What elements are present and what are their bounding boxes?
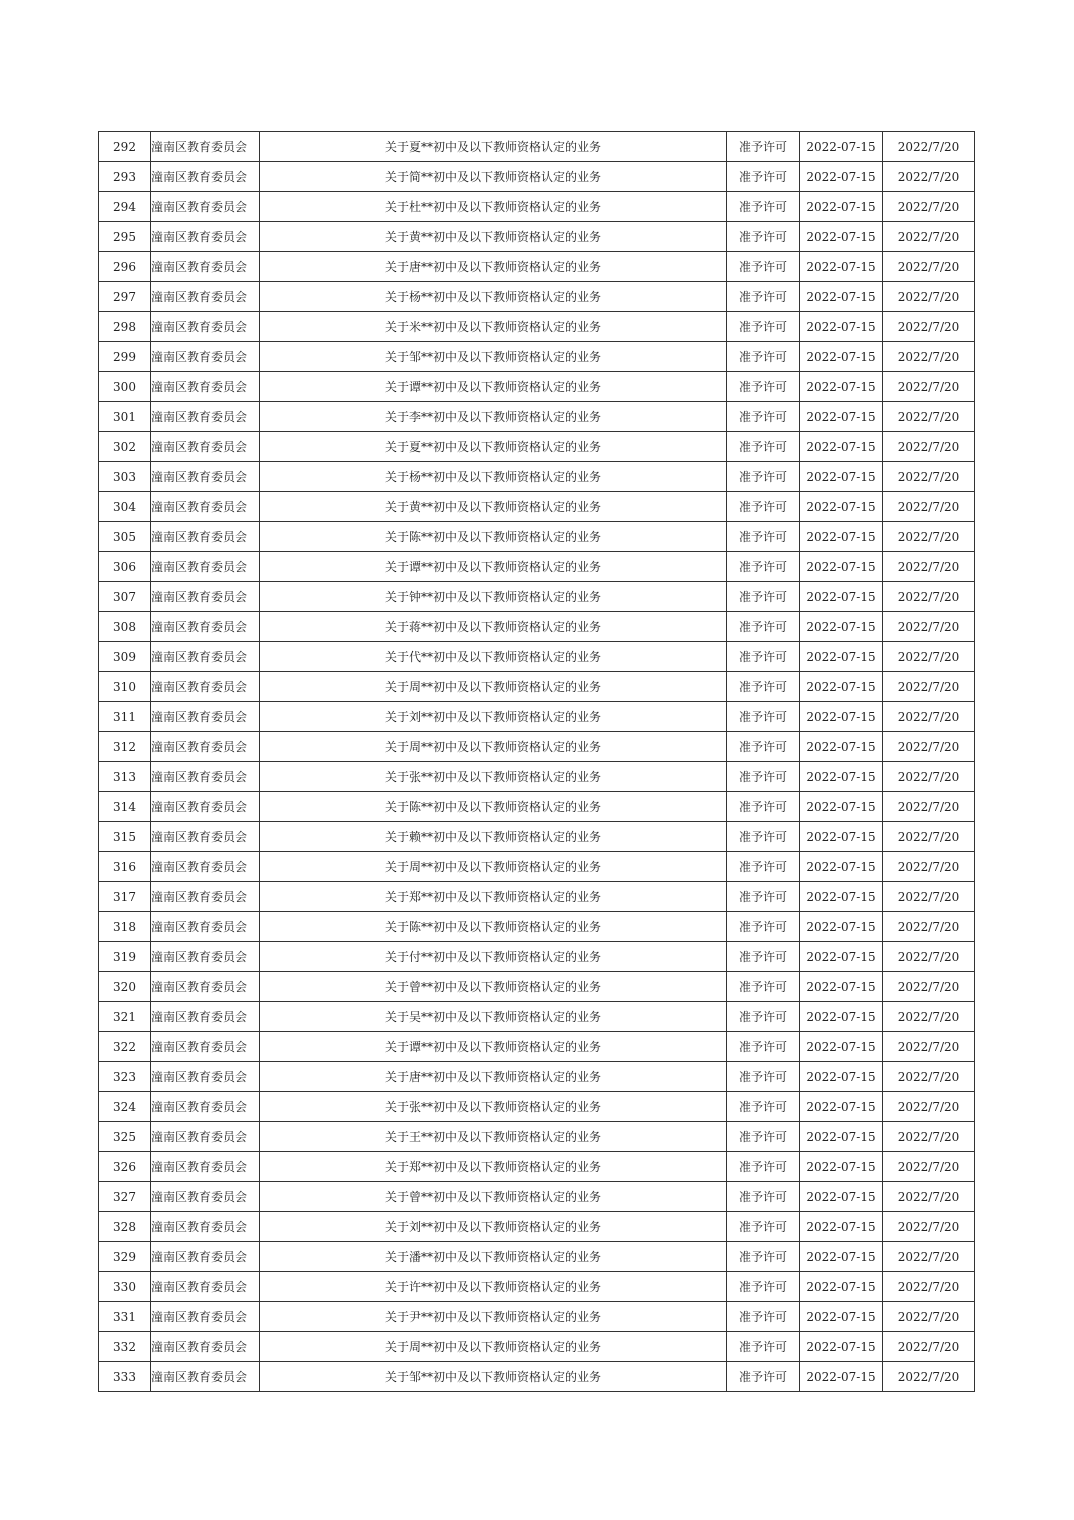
row-result: 准予许可 bbox=[727, 1272, 800, 1302]
row-decision-date: 2022-07-15 bbox=[800, 162, 883, 192]
row-organization: 潼南区教育委员会 bbox=[151, 672, 260, 702]
row-number: 330 bbox=[99, 1272, 151, 1302]
row-result: 准予许可 bbox=[727, 1182, 800, 1212]
row-publish-date: 2022/7/20 bbox=[883, 642, 975, 672]
row-result: 准予许可 bbox=[727, 222, 800, 252]
row-organization: 潼南区教育委员会 bbox=[151, 342, 260, 372]
row-title: 关于尹**初中及以下教师资格认定的业务 bbox=[260, 1302, 727, 1332]
table-row bbox=[99, 702, 975, 732]
row-publish-date: 2022/7/20 bbox=[883, 912, 975, 942]
row-publish-date: 2022/7/20 bbox=[883, 942, 975, 972]
table-row bbox=[99, 582, 975, 612]
row-decision-date: 2022-07-15 bbox=[800, 1242, 883, 1272]
row-title: 关于陈**初中及以下教师资格认定的业务 bbox=[260, 522, 727, 552]
table-row bbox=[99, 372, 975, 402]
row-decision-date: 2022-07-15 bbox=[800, 762, 883, 792]
row-number: 322 bbox=[99, 1032, 151, 1062]
table-row bbox=[99, 852, 975, 882]
row-result: 准予许可 bbox=[727, 162, 800, 192]
row-title: 关于谭**初中及以下教师资格认定的业务 bbox=[260, 372, 727, 402]
row-decision-date: 2022-07-15 bbox=[800, 1002, 883, 1032]
table-row bbox=[99, 1212, 975, 1242]
row-organization: 潼南区教育委员会 bbox=[151, 1332, 260, 1362]
row-result: 准予许可 bbox=[727, 1362, 800, 1392]
row-number: 298 bbox=[99, 312, 151, 342]
row-title: 关于郑**初中及以下教师资格认定的业务 bbox=[260, 1152, 727, 1182]
row-title: 关于邹**初中及以下教师资格认定的业务 bbox=[260, 1362, 727, 1392]
row-organization: 潼南区教育委员会 bbox=[151, 432, 260, 462]
row-number: 317 bbox=[99, 882, 151, 912]
row-result: 准予许可 bbox=[727, 1092, 800, 1122]
row-number: 333 bbox=[99, 1362, 151, 1392]
row-publish-date: 2022/7/20 bbox=[883, 1302, 975, 1332]
row-decision-date: 2022-07-15 bbox=[800, 222, 883, 252]
row-organization: 潼南区教育委员会 bbox=[151, 612, 260, 642]
row-result: 准予许可 bbox=[727, 582, 800, 612]
row-number: 305 bbox=[99, 522, 151, 552]
table-row bbox=[99, 462, 975, 492]
table-row bbox=[99, 522, 975, 552]
row-title: 关于付**初中及以下教师资格认定的业务 bbox=[260, 942, 727, 972]
row-title: 关于周**初中及以下教师资格认定的业务 bbox=[260, 672, 727, 702]
table-row bbox=[99, 252, 975, 282]
row-publish-date: 2022/7/20 bbox=[883, 432, 975, 462]
row-title: 关于李**初中及以下教师资格认定的业务 bbox=[260, 402, 727, 432]
row-result: 准予许可 bbox=[727, 372, 800, 402]
row-publish-date: 2022/7/20 bbox=[883, 522, 975, 552]
row-publish-date: 2022/7/20 bbox=[883, 342, 975, 372]
table-row bbox=[99, 1242, 975, 1272]
row-title: 关于吴**初中及以下教师资格认定的业务 bbox=[260, 1002, 727, 1032]
table-row bbox=[99, 402, 975, 432]
row-decision-date: 2022-07-15 bbox=[800, 312, 883, 342]
row-decision-date: 2022-07-15 bbox=[800, 852, 883, 882]
row-title: 关于周**初中及以下教师资格认定的业务 bbox=[260, 852, 727, 882]
row-organization: 潼南区教育委员会 bbox=[151, 312, 260, 342]
row-publish-date: 2022/7/20 bbox=[883, 192, 975, 222]
row-number: 329 bbox=[99, 1242, 151, 1272]
row-result: 准予许可 bbox=[727, 402, 800, 432]
row-title: 关于邹**初中及以下教师资格认定的业务 bbox=[260, 342, 727, 372]
row-number: 306 bbox=[99, 552, 151, 582]
row-result: 准予许可 bbox=[727, 1212, 800, 1242]
row-result: 准予许可 bbox=[727, 1152, 800, 1182]
row-title: 关于唐**初中及以下教师资格认定的业务 bbox=[260, 252, 727, 282]
row-number: 325 bbox=[99, 1122, 151, 1152]
row-result: 准予许可 bbox=[727, 972, 800, 1002]
row-result: 准予许可 bbox=[727, 702, 800, 732]
row-decision-date: 2022-07-15 bbox=[800, 912, 883, 942]
row-organization: 潼南区教育委员会 bbox=[151, 522, 260, 552]
row-number: 319 bbox=[99, 942, 151, 972]
row-publish-date: 2022/7/20 bbox=[883, 1332, 975, 1362]
row-number: 315 bbox=[99, 822, 151, 852]
row-organization: 潼南区教育委员会 bbox=[151, 882, 260, 912]
row-title: 关于杨**初中及以下教师资格认定的业务 bbox=[260, 282, 727, 312]
table-row bbox=[99, 132, 975, 162]
row-publish-date: 2022/7/20 bbox=[883, 312, 975, 342]
row-number: 313 bbox=[99, 762, 151, 792]
row-result: 准予许可 bbox=[727, 432, 800, 462]
row-organization: 潼南区教育委员会 bbox=[151, 1122, 260, 1152]
table-row bbox=[99, 612, 975, 642]
row-organization: 潼南区教育委员会 bbox=[151, 1062, 260, 1092]
table-row bbox=[99, 972, 975, 1002]
row-result: 准予许可 bbox=[727, 762, 800, 792]
table-row bbox=[99, 1122, 975, 1152]
records-table bbox=[98, 131, 975, 1392]
row-organization: 潼南区教育委员会 bbox=[151, 792, 260, 822]
row-decision-date: 2022-07-15 bbox=[800, 132, 883, 162]
row-title: 关于夏**初中及以下教师资格认定的业务 bbox=[260, 432, 727, 462]
row-decision-date: 2022-07-15 bbox=[800, 642, 883, 672]
table-row bbox=[99, 492, 975, 522]
row-organization: 潼南区教育委员会 bbox=[151, 732, 260, 762]
row-result: 准予许可 bbox=[727, 852, 800, 882]
row-decision-date: 2022-07-15 bbox=[800, 942, 883, 972]
row-title: 关于唐**初中及以下教师资格认定的业务 bbox=[260, 1062, 727, 1092]
row-publish-date: 2022/7/20 bbox=[883, 672, 975, 702]
row-title: 关于王**初中及以下教师资格认定的业务 bbox=[260, 1122, 727, 1152]
row-publish-date: 2022/7/20 bbox=[883, 882, 975, 912]
table-row bbox=[99, 1362, 975, 1392]
row-organization: 潼南区教育委员会 bbox=[151, 252, 260, 282]
row-number: 308 bbox=[99, 612, 151, 642]
row-publish-date: 2022/7/20 bbox=[883, 252, 975, 282]
row-number: 309 bbox=[99, 642, 151, 672]
row-result: 准予许可 bbox=[727, 552, 800, 582]
row-publish-date: 2022/7/20 bbox=[883, 372, 975, 402]
row-organization: 潼南区教育委员会 bbox=[151, 462, 260, 492]
table-row bbox=[99, 552, 975, 582]
row-title: 关于代**初中及以下教师资格认定的业务 bbox=[260, 642, 727, 672]
row-decision-date: 2022-07-15 bbox=[800, 972, 883, 1002]
row-result: 准予许可 bbox=[727, 132, 800, 162]
row-publish-date: 2022/7/20 bbox=[883, 1242, 975, 1272]
row-decision-date: 2022-07-15 bbox=[800, 1152, 883, 1182]
row-title: 关于陈**初中及以下教师资格认定的业务 bbox=[260, 792, 727, 822]
row-organization: 潼南区教育委员会 bbox=[151, 822, 260, 852]
table-row bbox=[99, 732, 975, 762]
row-result: 准予许可 bbox=[727, 1002, 800, 1032]
row-title: 关于许**初中及以下教师资格认定的业务 bbox=[260, 1272, 727, 1302]
row-result: 准予许可 bbox=[727, 882, 800, 912]
row-number: 310 bbox=[99, 672, 151, 702]
row-decision-date: 2022-07-15 bbox=[800, 1182, 883, 1212]
row-number: 326 bbox=[99, 1152, 151, 1182]
row-publish-date: 2022/7/20 bbox=[883, 1122, 975, 1152]
row-publish-date: 2022/7/20 bbox=[883, 162, 975, 192]
row-number: 324 bbox=[99, 1092, 151, 1122]
row-title: 关于刘**初中及以下教师资格认定的业务 bbox=[260, 1212, 727, 1242]
row-title: 关于周**初中及以下教师资格认定的业务 bbox=[260, 732, 727, 762]
table-row bbox=[99, 762, 975, 792]
row-organization: 潼南区教育委员会 bbox=[151, 852, 260, 882]
row-result: 准予许可 bbox=[727, 342, 800, 372]
row-title: 关于张**初中及以下教师资格认定的业务 bbox=[260, 1092, 727, 1122]
row-organization: 潼南区教育委员会 bbox=[151, 762, 260, 792]
row-organization: 潼南区教育委员会 bbox=[151, 192, 260, 222]
row-publish-date: 2022/7/20 bbox=[883, 552, 975, 582]
row-result: 准予许可 bbox=[727, 822, 800, 852]
table-row bbox=[99, 432, 975, 462]
table-row bbox=[99, 672, 975, 702]
row-result: 准予许可 bbox=[727, 1032, 800, 1062]
table-row bbox=[99, 162, 975, 192]
row-result: 准予许可 bbox=[727, 732, 800, 762]
table-row bbox=[99, 1332, 975, 1362]
row-number: 331 bbox=[99, 1302, 151, 1332]
row-decision-date: 2022-07-15 bbox=[800, 822, 883, 852]
row-publish-date: 2022/7/20 bbox=[883, 852, 975, 882]
table-row bbox=[99, 1272, 975, 1302]
table-row bbox=[99, 1152, 975, 1182]
row-decision-date: 2022-07-15 bbox=[800, 1092, 883, 1122]
row-organization: 潼南区教育委员会 bbox=[151, 1032, 260, 1062]
row-decision-date: 2022-07-15 bbox=[800, 732, 883, 762]
row-number: 320 bbox=[99, 972, 151, 1002]
row-publish-date: 2022/7/20 bbox=[883, 402, 975, 432]
row-result: 准予许可 bbox=[727, 1242, 800, 1272]
row-decision-date: 2022-07-15 bbox=[800, 1062, 883, 1092]
row-decision-date: 2022-07-15 bbox=[800, 792, 883, 822]
row-number: 311 bbox=[99, 702, 151, 732]
row-number: 303 bbox=[99, 462, 151, 492]
row-number: 297 bbox=[99, 282, 151, 312]
table-row bbox=[99, 342, 975, 372]
row-result: 准予许可 bbox=[727, 1122, 800, 1152]
row-publish-date: 2022/7/20 bbox=[883, 1362, 975, 1392]
row-title: 关于杜**初中及以下教师资格认定的业务 bbox=[260, 192, 727, 222]
row-result: 准予许可 bbox=[727, 1302, 800, 1332]
table-row bbox=[99, 1002, 975, 1032]
row-decision-date: 2022-07-15 bbox=[800, 672, 883, 702]
row-publish-date: 2022/7/20 bbox=[883, 762, 975, 792]
row-decision-date: 2022-07-15 bbox=[800, 252, 883, 282]
row-number: 301 bbox=[99, 402, 151, 432]
row-number: 318 bbox=[99, 912, 151, 942]
row-result: 准予许可 bbox=[727, 282, 800, 312]
row-title: 关于赖**初中及以下教师资格认定的业务 bbox=[260, 822, 727, 852]
row-decision-date: 2022-07-15 bbox=[800, 192, 883, 222]
row-number: 304 bbox=[99, 492, 151, 522]
row-organization: 潼南区教育委员会 bbox=[151, 282, 260, 312]
table-row bbox=[99, 1062, 975, 1092]
row-decision-date: 2022-07-15 bbox=[800, 582, 883, 612]
row-result: 准予许可 bbox=[727, 942, 800, 972]
row-decision-date: 2022-07-15 bbox=[800, 342, 883, 372]
row-title: 关于陈**初中及以下教师资格认定的业务 bbox=[260, 912, 727, 942]
row-publish-date: 2022/7/20 bbox=[883, 702, 975, 732]
row-decision-date: 2022-07-15 bbox=[800, 552, 883, 582]
row-decision-date: 2022-07-15 bbox=[800, 372, 883, 402]
row-decision-date: 2022-07-15 bbox=[800, 1302, 883, 1332]
row-result: 准予许可 bbox=[727, 912, 800, 942]
row-number: 296 bbox=[99, 252, 151, 282]
row-result: 准予许可 bbox=[727, 492, 800, 522]
row-result: 准予许可 bbox=[727, 792, 800, 822]
row-publish-date: 2022/7/20 bbox=[883, 462, 975, 492]
row-publish-date: 2022/7/20 bbox=[883, 582, 975, 612]
row-organization: 潼南区教育委员会 bbox=[151, 582, 260, 612]
row-publish-date: 2022/7/20 bbox=[883, 732, 975, 762]
row-publish-date: 2022/7/20 bbox=[883, 1092, 975, 1122]
row-decision-date: 2022-07-15 bbox=[800, 1032, 883, 1062]
row-decision-date: 2022-07-15 bbox=[800, 1332, 883, 1362]
table-row bbox=[99, 912, 975, 942]
row-result: 准予许可 bbox=[727, 522, 800, 552]
row-decision-date: 2022-07-15 bbox=[800, 432, 883, 462]
row-organization: 潼南区教育委员会 bbox=[151, 1242, 260, 1272]
row-publish-date: 2022/7/20 bbox=[883, 1272, 975, 1302]
table-row bbox=[99, 822, 975, 852]
table-row bbox=[99, 642, 975, 672]
row-number: 292 bbox=[99, 132, 151, 162]
row-organization: 潼南区教育委员会 bbox=[151, 162, 260, 192]
row-title: 关于谭**初中及以下教师资格认定的业务 bbox=[260, 1032, 727, 1062]
row-number: 327 bbox=[99, 1182, 151, 1212]
row-organization: 潼南区教育委员会 bbox=[151, 1212, 260, 1242]
row-decision-date: 2022-07-15 bbox=[800, 282, 883, 312]
row-decision-date: 2022-07-15 bbox=[800, 462, 883, 492]
row-organization: 潼南区教育委员会 bbox=[151, 1182, 260, 1212]
row-decision-date: 2022-07-15 bbox=[800, 702, 883, 732]
row-publish-date: 2022/7/20 bbox=[883, 1182, 975, 1212]
row-decision-date: 2022-07-15 bbox=[800, 612, 883, 642]
row-decision-date: 2022-07-15 bbox=[800, 1122, 883, 1152]
row-publish-date: 2022/7/20 bbox=[883, 792, 975, 822]
row-title: 关于蒋**初中及以下教师资格认定的业务 bbox=[260, 612, 727, 642]
row-title: 关于周**初中及以下教师资格认定的业务 bbox=[260, 1332, 727, 1362]
row-publish-date: 2022/7/20 bbox=[883, 222, 975, 252]
row-publish-date: 2022/7/20 bbox=[883, 972, 975, 1002]
row-decision-date: 2022-07-15 bbox=[800, 522, 883, 552]
row-publish-date: 2022/7/20 bbox=[883, 822, 975, 852]
table-row bbox=[99, 1182, 975, 1212]
table-row bbox=[99, 312, 975, 342]
row-number: 321 bbox=[99, 1002, 151, 1032]
row-publish-date: 2022/7/20 bbox=[883, 612, 975, 642]
row-organization: 潼南区教育委员会 bbox=[151, 492, 260, 522]
row-result: 准予许可 bbox=[727, 1062, 800, 1092]
row-title: 关于钟**初中及以下教师资格认定的业务 bbox=[260, 582, 727, 612]
row-number: 300 bbox=[99, 372, 151, 402]
row-organization: 潼南区教育委员会 bbox=[151, 372, 260, 402]
table-row bbox=[99, 1092, 975, 1122]
row-title: 关于夏**初中及以下教师资格认定的业务 bbox=[260, 132, 727, 162]
row-decision-date: 2022-07-15 bbox=[800, 1212, 883, 1242]
table-row bbox=[99, 192, 975, 222]
row-organization: 潼南区教育委员会 bbox=[151, 222, 260, 252]
row-result: 准予许可 bbox=[727, 192, 800, 222]
row-result: 准予许可 bbox=[727, 1332, 800, 1362]
row-number: 323 bbox=[99, 1062, 151, 1092]
row-number: 332 bbox=[99, 1332, 151, 1362]
row-title: 关于曾**初中及以下教师资格认定的业务 bbox=[260, 1182, 727, 1212]
table-row bbox=[99, 792, 975, 822]
row-title: 关于潘**初中及以下教师资格认定的业务 bbox=[260, 1242, 727, 1272]
row-number: 295 bbox=[99, 222, 151, 252]
row-title: 关于刘**初中及以下教师资格认定的业务 bbox=[260, 702, 727, 732]
table-row bbox=[99, 942, 975, 972]
row-number: 293 bbox=[99, 162, 151, 192]
row-organization: 潼南区教育委员会 bbox=[151, 1092, 260, 1122]
row-number: 312 bbox=[99, 732, 151, 762]
row-number: 299 bbox=[99, 342, 151, 372]
row-number: 294 bbox=[99, 192, 151, 222]
row-title: 关于杨**初中及以下教师资格认定的业务 bbox=[260, 462, 727, 492]
row-decision-date: 2022-07-15 bbox=[800, 1362, 883, 1392]
row-organization: 潼南区教育委员会 bbox=[151, 942, 260, 972]
row-result: 准予许可 bbox=[727, 642, 800, 672]
row-title: 关于张**初中及以下教师资格认定的业务 bbox=[260, 762, 727, 792]
row-organization: 潼南区教育委员会 bbox=[151, 132, 260, 162]
row-organization: 潼南区教育委员会 bbox=[151, 1152, 260, 1182]
table-row bbox=[99, 222, 975, 252]
row-number: 307 bbox=[99, 582, 151, 612]
row-number: 316 bbox=[99, 852, 151, 882]
row-publish-date: 2022/7/20 bbox=[883, 1212, 975, 1242]
row-organization: 潼南区教育委员会 bbox=[151, 552, 260, 582]
row-result: 准予许可 bbox=[727, 462, 800, 492]
table-row bbox=[99, 282, 975, 312]
row-number: 314 bbox=[99, 792, 151, 822]
row-organization: 潼南区教育委员会 bbox=[151, 912, 260, 942]
records-table-body bbox=[99, 132, 975, 1392]
row-decision-date: 2022-07-15 bbox=[800, 1272, 883, 1302]
row-result: 准予许可 bbox=[727, 672, 800, 702]
row-title: 关于米**初中及以下教师资格认定的业务 bbox=[260, 312, 727, 342]
row-decision-date: 2022-07-15 bbox=[800, 882, 883, 912]
table-row bbox=[99, 1032, 975, 1062]
row-publish-date: 2022/7/20 bbox=[883, 282, 975, 312]
table-row bbox=[99, 1302, 975, 1332]
row-result: 准予许可 bbox=[727, 252, 800, 282]
row-publish-date: 2022/7/20 bbox=[883, 1062, 975, 1092]
row-decision-date: 2022-07-15 bbox=[800, 402, 883, 432]
row-title: 关于简**初中及以下教师资格认定的业务 bbox=[260, 162, 727, 192]
row-title: 关于曾**初中及以下教师资格认定的业务 bbox=[260, 972, 727, 1002]
row-title: 关于郑**初中及以下教师资格认定的业务 bbox=[260, 882, 727, 912]
row-decision-date: 2022-07-15 bbox=[800, 492, 883, 522]
row-title: 关于黄**初中及以下教师资格认定的业务 bbox=[260, 222, 727, 252]
row-organization: 潼南区教育委员会 bbox=[151, 1302, 260, 1332]
row-result: 准予许可 bbox=[727, 612, 800, 642]
row-publish-date: 2022/7/20 bbox=[883, 1152, 975, 1182]
row-number: 328 bbox=[99, 1212, 151, 1242]
table-row bbox=[99, 882, 975, 912]
row-organization: 潼南区教育委员会 bbox=[151, 1272, 260, 1302]
row-publish-date: 2022/7/20 bbox=[883, 132, 975, 162]
row-organization: 潼南区教育委员会 bbox=[151, 1362, 260, 1392]
row-title: 关于谭**初中及以下教师资格认定的业务 bbox=[260, 552, 727, 582]
row-publish-date: 2022/7/20 bbox=[883, 1032, 975, 1062]
row-title: 关于黄**初中及以下教师资格认定的业务 bbox=[260, 492, 727, 522]
row-organization: 潼南区教育委员会 bbox=[151, 642, 260, 672]
row-number: 302 bbox=[99, 432, 151, 462]
row-publish-date: 2022/7/20 bbox=[883, 1002, 975, 1032]
row-organization: 潼南区教育委员会 bbox=[151, 972, 260, 1002]
row-organization: 潼南区教育委员会 bbox=[151, 1002, 260, 1032]
row-publish-date: 2022/7/20 bbox=[883, 492, 975, 522]
row-organization: 潼南区教育委员会 bbox=[151, 702, 260, 732]
row-organization: 潼南区教育委员会 bbox=[151, 402, 260, 432]
row-result: 准予许可 bbox=[727, 312, 800, 342]
